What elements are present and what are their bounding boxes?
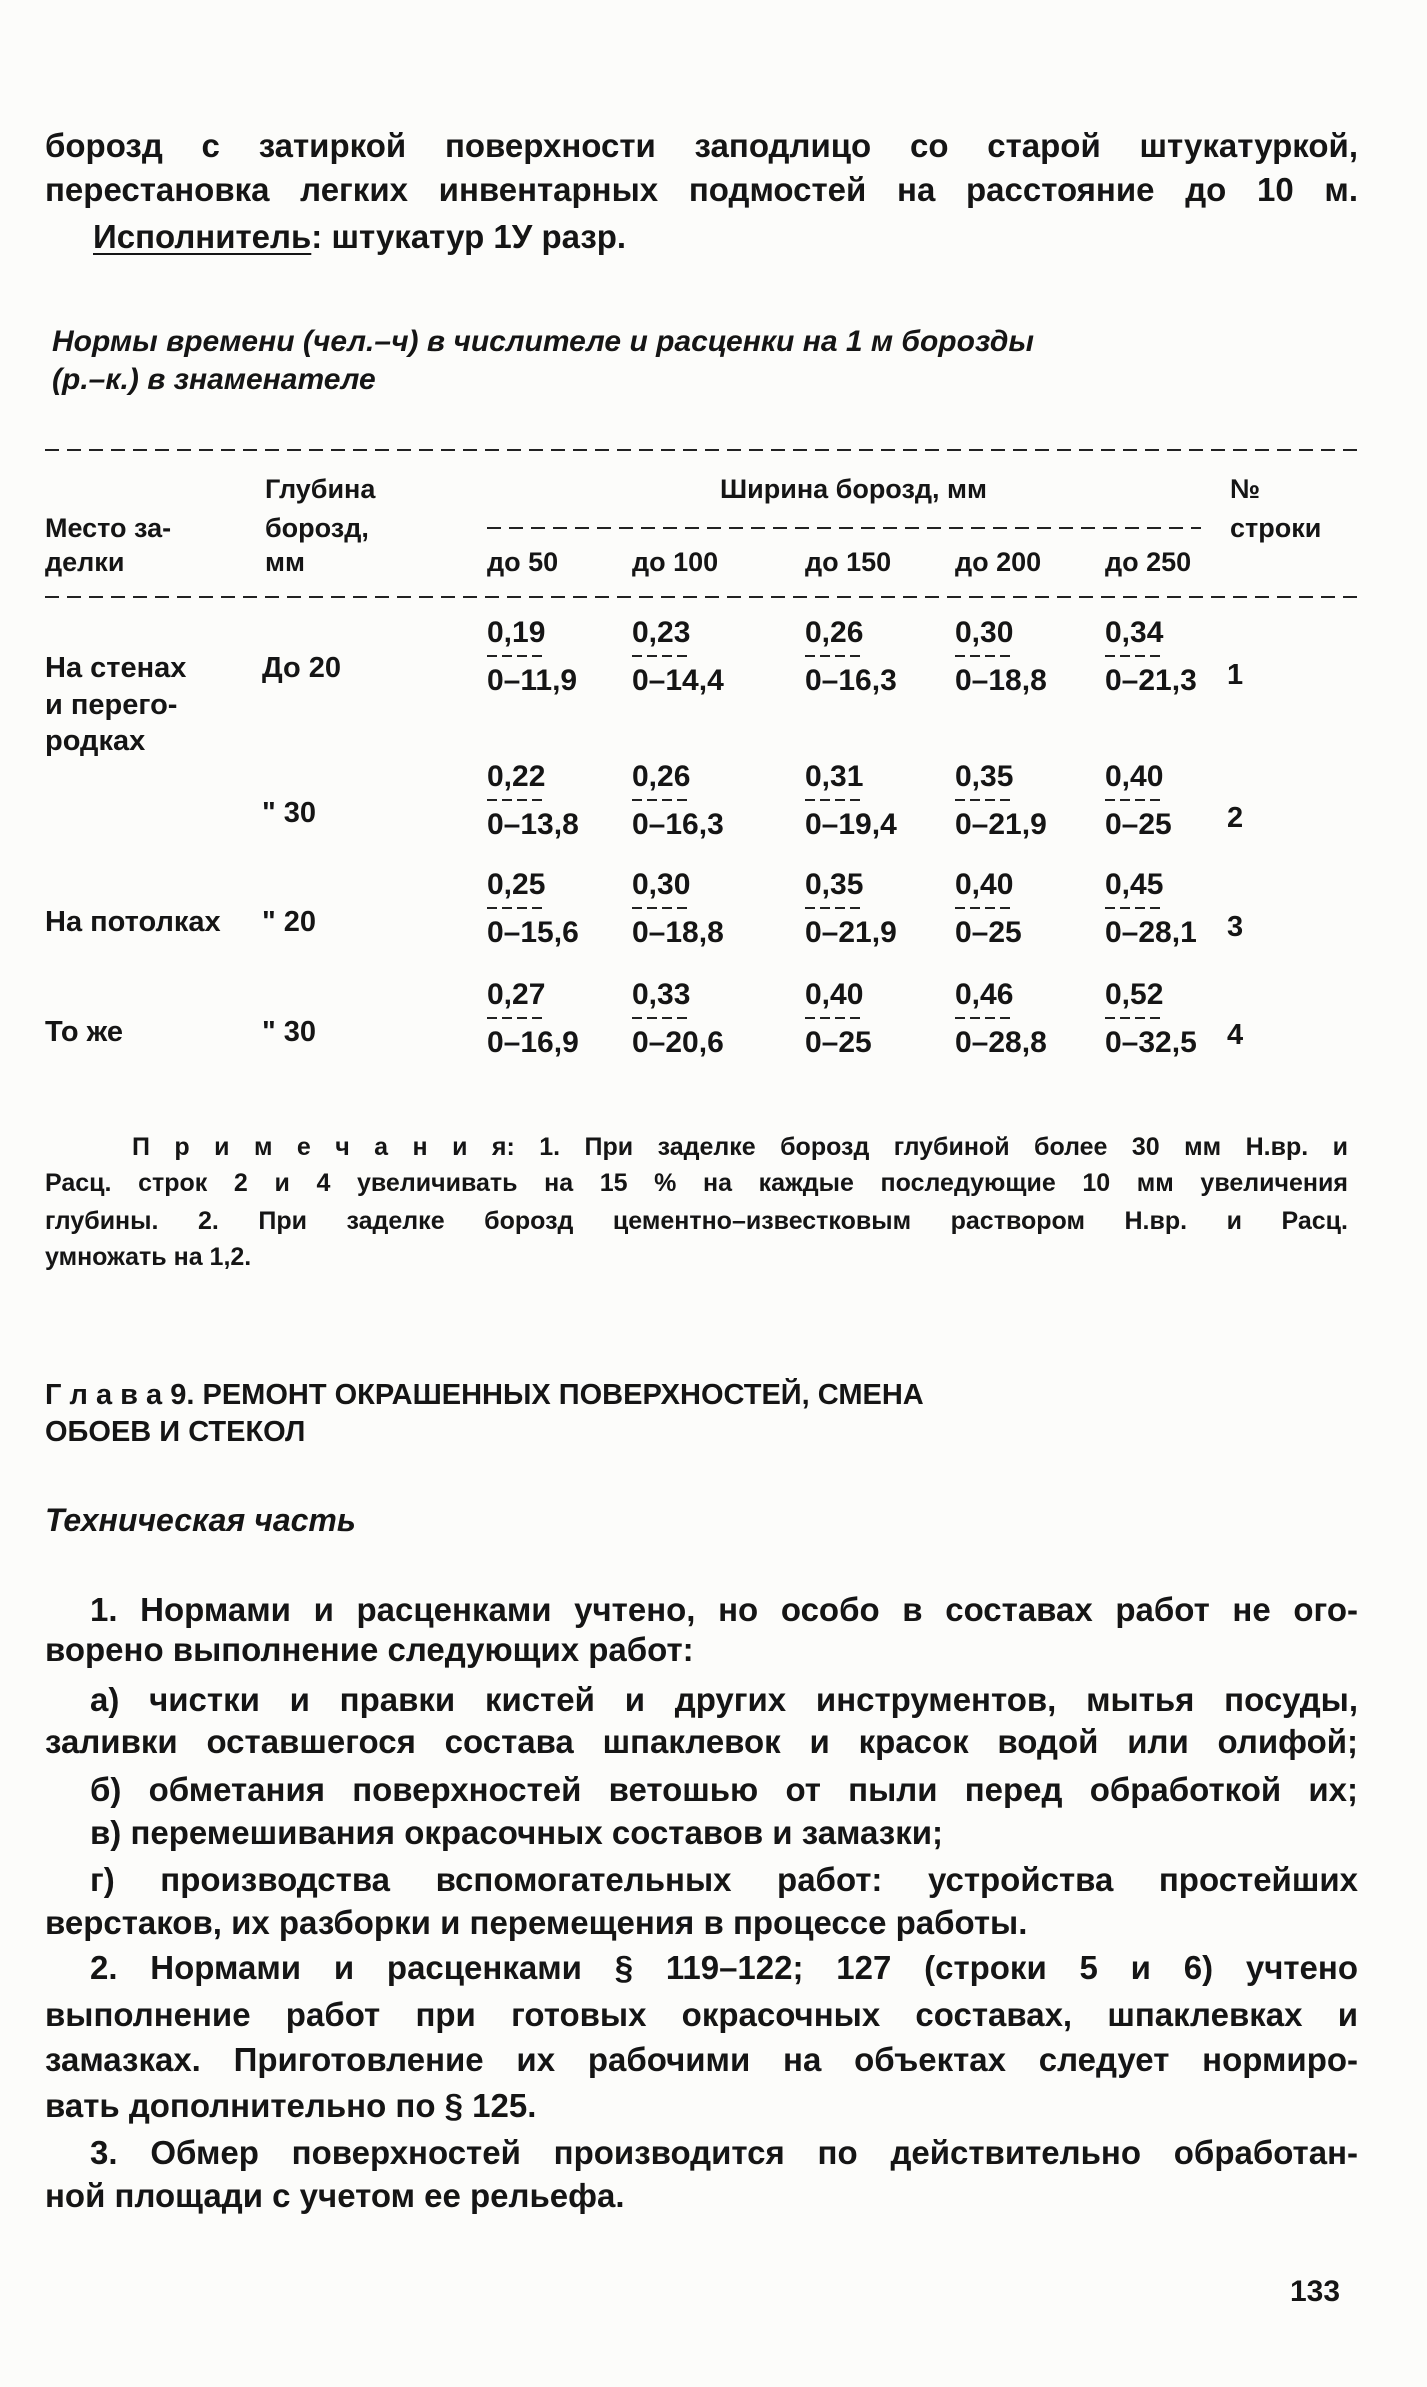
paragraph-line: верстаков, их разборки и перемещения в процессе работы. xyxy=(45,1904,1028,1941)
rate-cell xyxy=(1105,757,1172,845)
column-header: до 250 xyxy=(1105,547,1192,577)
rate-cell xyxy=(955,757,1047,845)
row-place: и перего- xyxy=(45,689,178,721)
rate-cell xyxy=(805,865,897,953)
column-header: до 200 xyxy=(955,547,1042,577)
price-rate: 0–21,3 xyxy=(1105,664,1197,697)
note-line: глубины. 2. При заделке борозд цементно–известковым раствором Н.вр. и Расц. xyxy=(45,1207,1348,1235)
time-norm: 0,40 xyxy=(805,975,863,1015)
price-rate: 0–25 xyxy=(1105,808,1172,841)
row-place: То же xyxy=(45,1016,123,1048)
price-rate: 0–15,6 xyxy=(487,916,579,949)
paragraph-line: 1. Нормами и расценками учтено, но особо в составах работ не ого- xyxy=(90,1591,1358,1628)
note-line: П р и м е ч а н и я: 1. При заделке борозд глубиной более 30 мм Н.вр. и xyxy=(132,1133,1348,1161)
rate-cell xyxy=(487,613,577,701)
header-width-group: Ширина борозд, мм xyxy=(720,474,987,504)
paragraph-line: ной площади с учетом ее рельефа. xyxy=(45,2177,625,2214)
rate-cell xyxy=(1105,975,1197,1063)
time-norm: 0,19 xyxy=(487,613,545,653)
norms-caption-line-2: (р.–к.) в знаменателе xyxy=(52,363,376,396)
time-norm: 0,46 xyxy=(955,975,1013,1015)
time-norm: 0,30 xyxy=(632,865,690,905)
price-rate: 0–16,3 xyxy=(632,808,724,841)
paragraph-line: ворено выполнение следующих работ: xyxy=(45,1631,694,1668)
executor-value: : штукатур 1У разр. xyxy=(311,218,627,255)
paragraph-line: в) перемешивания окрасочных составов и замазки; xyxy=(90,1814,943,1851)
time-norm: 0,40 xyxy=(1105,757,1163,797)
price-rate: 0–20,6 xyxy=(632,1026,724,1059)
time-norm: 0,30 xyxy=(955,613,1013,653)
chapter-title-1: РЕМОНТ ОКРАШЕННЫХ ПОВЕРХНОСТЕЙ, СМЕНА xyxy=(202,1379,924,1411)
column-header: до 150 xyxy=(805,547,892,577)
rate-cell xyxy=(955,975,1047,1063)
row-number: 1 xyxy=(1227,659,1244,691)
row-depth: " 30 xyxy=(262,797,317,829)
time-norm: 0,34 xyxy=(1105,613,1163,653)
intro-line-2: перестановка легких инвентарных подмостей на расстояние до 10 м. xyxy=(45,171,1358,208)
paragraph-line: 3. Обмер поверхностей производится по действительно обработан- xyxy=(90,2134,1358,2171)
rate-cell xyxy=(487,757,579,845)
column-header: до 50 xyxy=(487,547,559,577)
time-norm: 0,35 xyxy=(955,757,1013,797)
paragraph-line: замазках. Приготовление их рабочими на объектах следует нормиро- xyxy=(45,2041,1358,2078)
time-norm: 0,40 xyxy=(955,865,1013,905)
intro-line-1: борозд с затиркой поверхности заподлицо со старой штукатуркой, xyxy=(45,127,1358,164)
rate-cell xyxy=(805,757,897,845)
chapter-heading-line-1 xyxy=(45,1378,924,1412)
price-rate: 0–19,4 xyxy=(805,808,897,841)
row-place: На потолках xyxy=(45,906,221,938)
rate-cell xyxy=(955,613,1047,701)
note-line: умножать на 1,2. xyxy=(45,1243,252,1271)
row-place: На стенах xyxy=(45,652,187,684)
rate-cell xyxy=(632,865,724,953)
header-place-line-2: делки xyxy=(45,547,125,577)
rate-cell xyxy=(805,613,897,701)
time-norm: 0,31 xyxy=(805,757,863,797)
price-rate: 0–16,9 xyxy=(487,1026,579,1059)
header-bottom-rule xyxy=(45,596,1357,598)
column-header: до 100 xyxy=(632,547,719,577)
rate-cell xyxy=(632,757,724,845)
header-depth-line-1: Глубина xyxy=(265,474,376,504)
price-rate: 0–13,8 xyxy=(487,808,579,841)
paragraph-line: а) чистки и правки кистей и других инструментов, мытья посуды, xyxy=(90,1681,1358,1718)
rate-cell xyxy=(955,865,1022,953)
time-norm: 0,35 xyxy=(805,865,863,905)
price-rate: 0–25 xyxy=(955,916,1022,949)
time-norm: 0,33 xyxy=(632,975,690,1015)
chapter-label: Г л а в а 9. xyxy=(45,1379,195,1411)
table-top-rule xyxy=(45,449,1357,451)
header-depth-line-3: мм xyxy=(265,547,305,577)
row-depth: До 20 xyxy=(262,652,342,684)
rate-cell xyxy=(632,613,724,701)
rate-cell xyxy=(1105,613,1197,701)
price-rate: 0–11,9 xyxy=(487,664,578,697)
price-rate: 0–28,1 xyxy=(1105,916,1197,949)
time-norm: 0,26 xyxy=(632,757,690,797)
price-rate: 0–18,8 xyxy=(955,664,1047,697)
technical-heading: Техническая часть xyxy=(45,1502,356,1538)
rate-cell xyxy=(487,865,579,953)
time-norm: 0,45 xyxy=(1105,865,1163,905)
price-rate: 0–16,3 xyxy=(805,664,897,697)
chapter-title-2: ОБОЕВ И СТЕКОЛ xyxy=(45,1416,306,1448)
time-norm: 0,22 xyxy=(487,757,545,797)
page-number: 133 xyxy=(1290,2275,1341,2308)
price-rate: 0–25 xyxy=(805,1026,872,1059)
time-norm: 0,26 xyxy=(805,613,863,653)
paragraph-line: г) производства вспомогательных работ: устройства простейших xyxy=(90,1861,1358,1898)
header-place-line-1: Место за- xyxy=(45,513,172,543)
paragraph-line: вать дополнительно по § 125. xyxy=(45,2087,537,2124)
time-norm: 0,23 xyxy=(632,613,690,653)
executor-label: Исполнитель xyxy=(93,218,312,255)
time-norm: 0,25 xyxy=(487,865,545,905)
header-row-no-line-2: строки xyxy=(1230,513,1322,543)
time-norm: 0,27 xyxy=(487,975,545,1015)
paragraph-line: 2. Нормами и расценками § 119–122; 127 (строки 5 и 6) учтено xyxy=(90,1949,1358,1986)
rate-cell xyxy=(1105,865,1197,953)
price-rate: 0–28,8 xyxy=(955,1026,1047,1059)
price-rate: 0–21,9 xyxy=(955,808,1047,841)
executor-line xyxy=(93,220,626,254)
rate-cell xyxy=(632,975,724,1063)
rate-cell xyxy=(805,975,872,1063)
paragraph-line: б) обметания поверхностей ветошью от пыли перед обработкой их; xyxy=(90,1771,1358,1808)
paragraph-line: заливки оставшегося состава шпаклевок и красок водой или олифой; xyxy=(45,1723,1358,1760)
rate-cell xyxy=(487,975,579,1063)
row-depth: " 30 xyxy=(262,1016,317,1048)
header-row-no-line-1: № xyxy=(1230,474,1261,504)
price-rate: 0–21,9 xyxy=(805,916,897,949)
row-place: родках xyxy=(45,725,146,757)
price-rate: 0–18,8 xyxy=(632,916,724,949)
row-number: 3 xyxy=(1227,911,1244,943)
price-rate: 0–14,4 xyxy=(632,664,724,697)
row-depth: " 20 xyxy=(262,906,317,938)
note-line: Расц. строк 2 и 4 увеличивать на 15 % на каждые последующие 10 мм увеличения xyxy=(45,1169,1348,1197)
row-number: 4 xyxy=(1227,1019,1244,1051)
norms-caption-line-1: Нормы времени (чел.–ч) в числителе и расценки на 1 м борозды xyxy=(52,325,1035,358)
header-depth-line-2: борозд, xyxy=(265,513,369,543)
paragraph-line: выполнение работ при готовых окрасочных составах, шпаклевках и xyxy=(45,1996,1358,2033)
price-rate: 0–32,5 xyxy=(1105,1026,1197,1059)
width-group-rule xyxy=(487,527,1201,529)
time-norm: 0,52 xyxy=(1105,975,1163,1015)
row-number: 2 xyxy=(1227,802,1244,834)
